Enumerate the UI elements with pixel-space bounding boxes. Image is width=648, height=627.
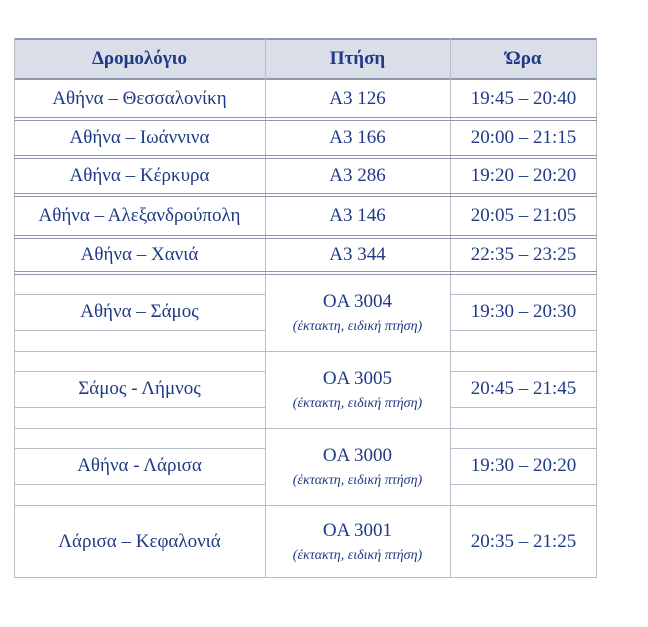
flight-code: OA 3005 xyxy=(322,368,393,389)
time-cell: 19:30 – 20:30 xyxy=(470,301,577,322)
flight-cell: A3 286 xyxy=(329,165,386,186)
time-cell: 20:45 – 21:45 xyxy=(470,378,577,399)
route-cell: Αθήνα – Ιωάννινα xyxy=(69,127,210,148)
flight-note: (έκτακτη, ειδική πτήση) xyxy=(292,473,423,488)
flight-cell: A3 126 xyxy=(329,87,386,109)
route-cell: Λάρισα – Κεφαλονιά xyxy=(58,530,221,552)
route-cell: Αθήνα – Κέρκυρα xyxy=(69,165,210,186)
header-flight: Πτήση xyxy=(329,48,386,69)
flight-cell xyxy=(265,429,450,505)
time-cell: 19:20 – 20:20 xyxy=(470,165,577,186)
header-time: Ώρα xyxy=(505,48,542,69)
route-cell: Αθήνα – Θεσσαλονίκη xyxy=(52,87,227,109)
flight-cell: A3 166 xyxy=(329,127,386,148)
route-cell: Αθήνα – Αλεξανδρούπολη xyxy=(38,205,241,226)
time-cell: 20:00 – 21:15 xyxy=(470,127,577,148)
row-divider xyxy=(14,577,597,578)
row-divider xyxy=(450,330,597,331)
route-cell: Αθήνα – Σάμος xyxy=(80,301,199,322)
time-cell: 22:35 – 23:25 xyxy=(470,244,577,265)
row-divider xyxy=(14,407,265,408)
row-divider xyxy=(450,484,597,485)
flight-note: (έκτακτη, ειδική πτήση) xyxy=(292,396,423,411)
flight-code: OA 3001 xyxy=(322,519,393,541)
route-cell: Αθήνα - Λάρισα xyxy=(77,455,202,476)
row-divider xyxy=(450,407,597,408)
flight-note: (έκτακτη, ειδική πτήση) xyxy=(292,319,423,334)
time-cell: 20:05 – 21:05 xyxy=(470,205,577,226)
flight-cell xyxy=(265,506,450,577)
row-divider xyxy=(14,484,265,485)
header-route: Δρομολόγιο xyxy=(92,48,187,69)
flight-cell xyxy=(265,352,450,428)
flight-cell: A3 344 xyxy=(329,244,386,265)
time-cell: 19:30 – 20:20 xyxy=(470,455,577,476)
flight-cell: A3 146 xyxy=(329,205,386,226)
route-cell: Αθήνα – Χανιά xyxy=(80,244,199,265)
row-divider xyxy=(14,330,265,331)
flight-schedule-table xyxy=(14,38,597,578)
flight-cell xyxy=(265,275,450,351)
flight-note: (έκτακτη, ειδική πτήση) xyxy=(292,547,423,563)
flight-code: OA 3004 xyxy=(322,291,393,312)
time-cell: 19:45 – 20:40 xyxy=(470,87,577,109)
time-cell: 20:35 – 21:25 xyxy=(470,530,577,552)
route-cell: Σάμος - Λήμνος xyxy=(78,378,201,399)
flight-code: OA 3000 xyxy=(322,445,393,466)
